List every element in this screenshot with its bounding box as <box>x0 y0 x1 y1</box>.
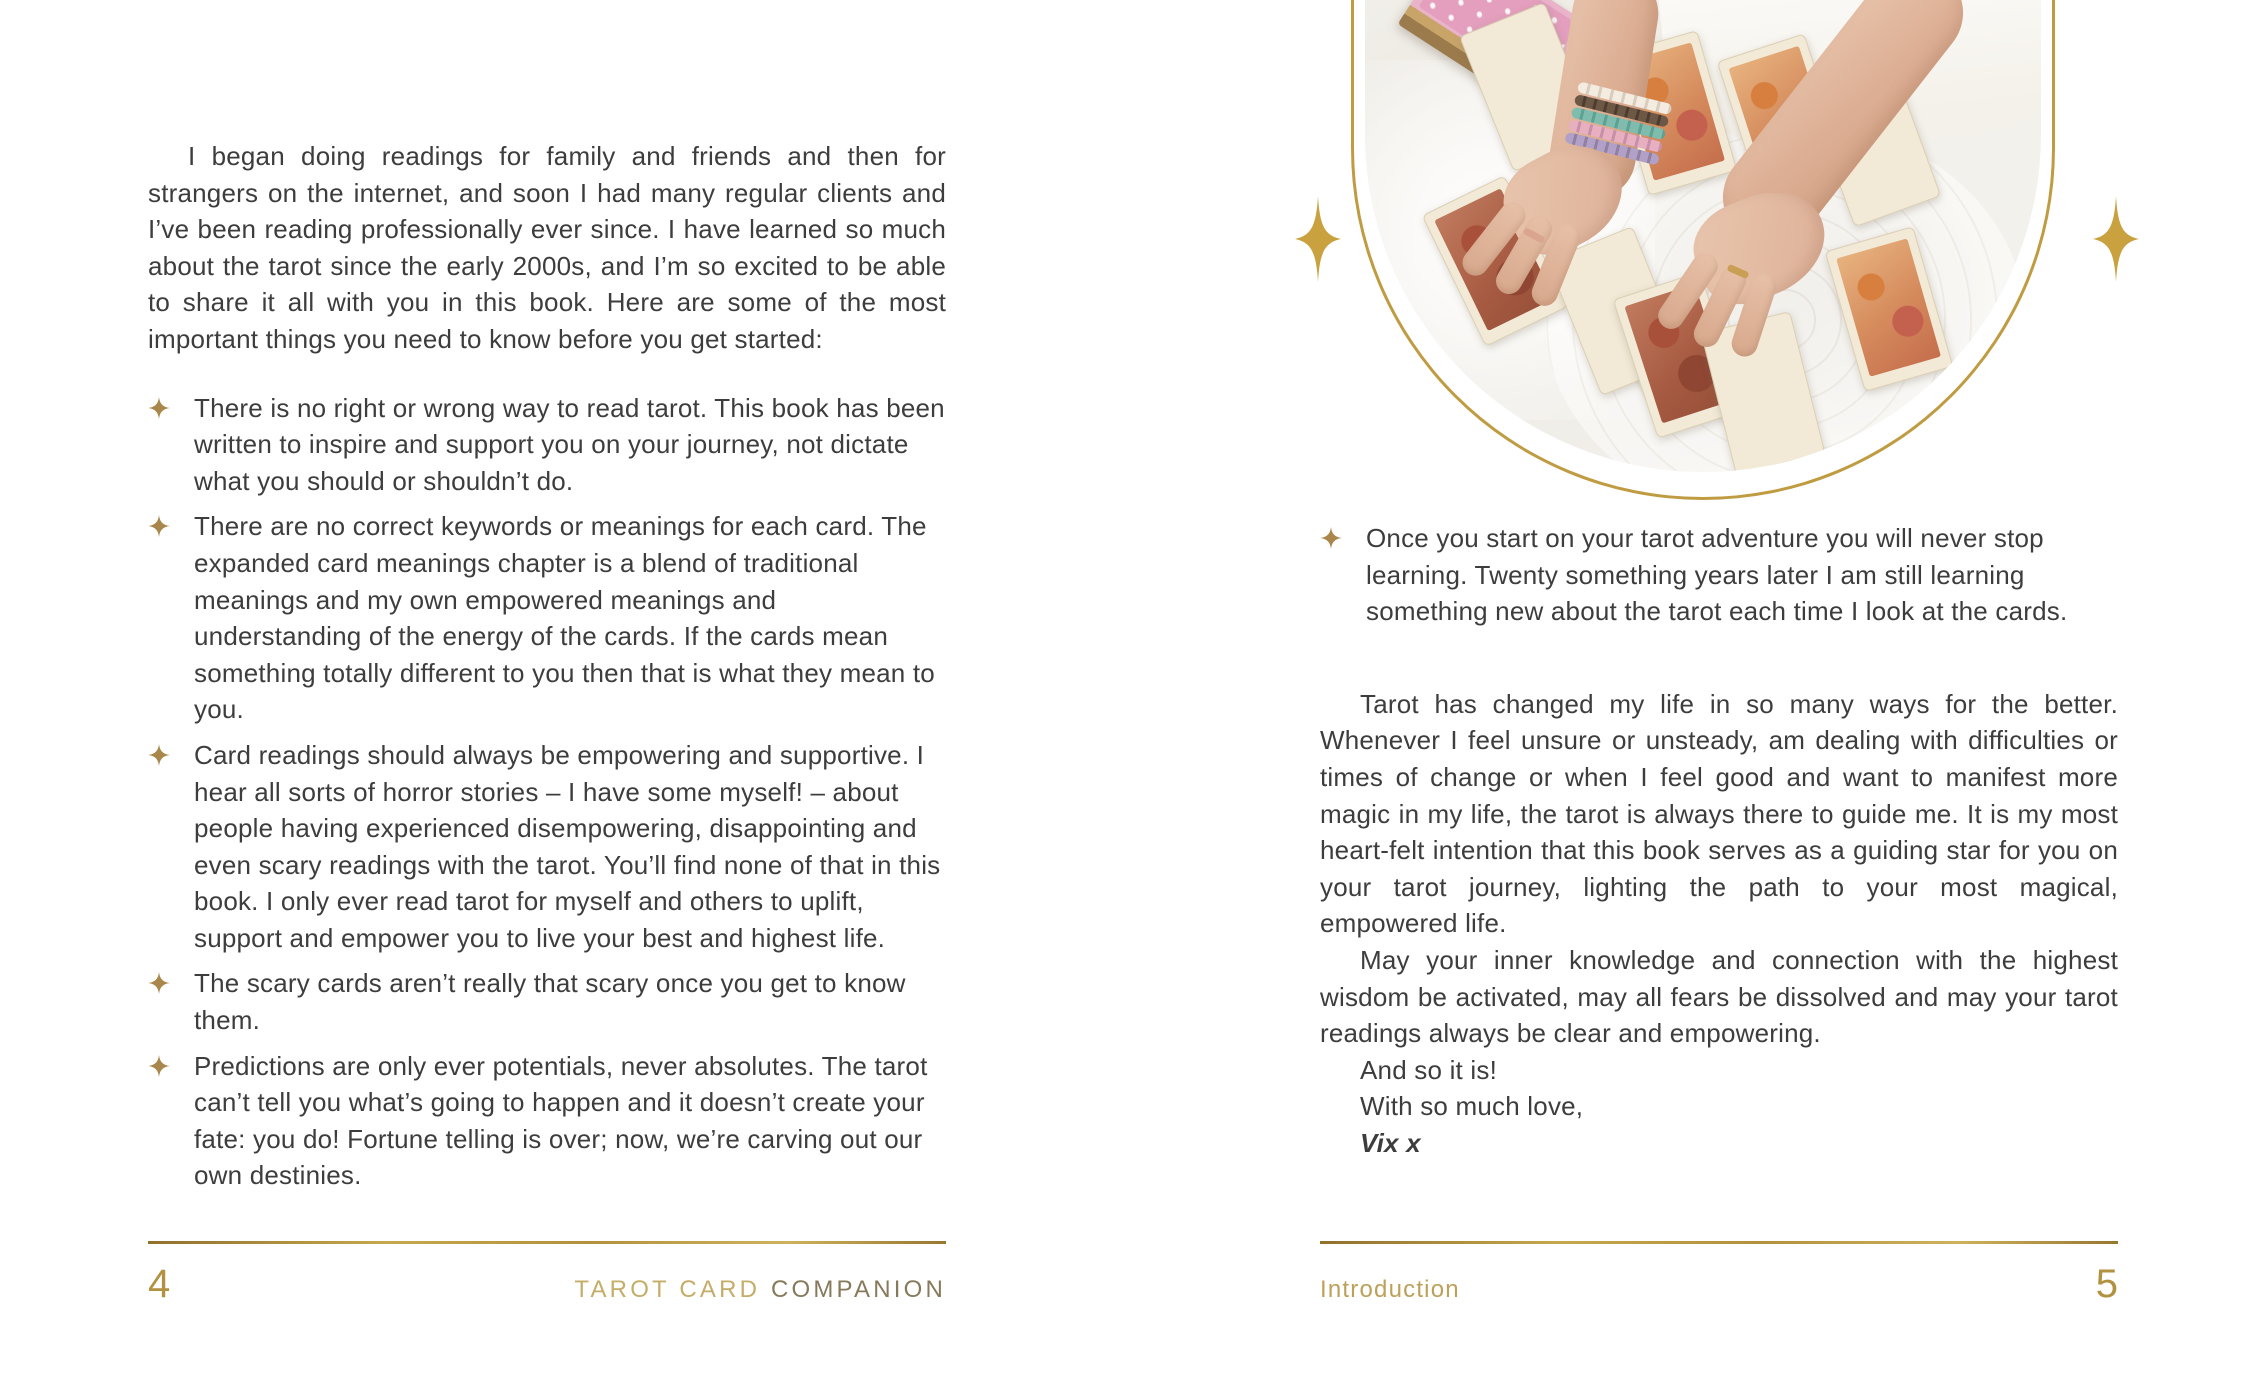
book-title-primary: TAROT CARD <box>574 1276 761 1303</box>
list-item-text: There is no right or wrong way to read tarot. This book has been written to inspire and support you on your journey, not dictate what you should or shouldn’t do. <box>194 392 945 496</box>
tarot-reading-photo <box>1365 0 2041 472</box>
intro-paragraph: I began doing readings for family and friends and then for strangers on the internet, and soon I had many regular clients and I’ve been reading professionally ever since. I have learned so much about the tarot since the early 2000s, and I’m so excited to be able to share it all with you in this book. Here are some of the most important things you need to know before you get started: <box>148 141 946 354</box>
closing-line: And so it is! <box>1360 1054 1497 1085</box>
list-item-text: Predictions are only ever potentials, never absolutes. The tarot can’t tell you what’s going to happen and it doesn’t create your fate: you do! Fortune telling is over; now, we’re carving out our own destinies. <box>194 1050 928 1191</box>
list-item <box>148 1048 946 1194</box>
left-text-column <box>148 138 946 1194</box>
sparkle-bullet-icon <box>148 737 194 766</box>
list-item-text: Card readings should always be empowering and supportive. I hear all sorts of horror stories – I have some myself! – about people having experienced disempowering, disappointing and even scary readings with the tarot. You’ll find none of that in this book. I only ever read tarot for myself and others to uplift, support and empower you to live your best and highest life. <box>194 739 941 953</box>
list-item-text: Once you start on your tarot adventure you will never stop learning. Twenty something years later I am still learning something new about the tarot each time I look at the cards. <box>1366 523 2068 627</box>
page-number: 4 <box>148 1262 171 1306</box>
footer-rule <box>148 1241 946 1244</box>
body-paragraph: Tarot has changed my life in so many ways for the better. Whenever I feel unsure or unsteady, am dealing with difficulties or times of change or when I feel good and want to manifest more magic in my life, the tarot is always there to guide me. It is my most heart-felt intention that this book serves as a guiding star for you on your tarot journey, lighting the path to your most magical, empowered life. <box>1320 688 2118 939</box>
page-right <box>1133 0 2266 1399</box>
sparkle-bullet-icon <box>148 1048 194 1077</box>
sparkle-decor-icon <box>2093 196 2139 282</box>
list-item <box>1320 520 2118 630</box>
book-title <box>574 1276 946 1304</box>
list-item-text: The scary cards aren’t really that scary once you get to know them. <box>194 968 906 1036</box>
book-title-secondary: COMPANION <box>770 1276 946 1303</box>
bullet-list <box>148 390 946 1194</box>
sparkle-bullet-icon <box>148 965 194 994</box>
footer-rule <box>1320 1241 2118 1244</box>
sparkle-bullet-icon <box>148 390 194 419</box>
sparkle-decor-icon <box>1295 196 1341 282</box>
list-item-text: There are no correct keywords or meanings for each card. The expanded card meanings chapter is a blend of traditional meanings and my own empowered meanings and understanding of the energy of the cards. If the cards mean something totally different to you then that is what they mean to you. <box>194 511 935 725</box>
list-item <box>148 390 946 500</box>
sparkle-bullet-icon <box>1320 520 1366 549</box>
left-page-footer <box>148 1241 946 1307</box>
right-page-footer <box>1320 1241 2118 1307</box>
page-number: 5 <box>2095 1262 2118 1306</box>
list-item <box>148 737 946 957</box>
author-signature: Vix x <box>1360 1127 1421 1158</box>
closing-line: With so much love, <box>1360 1091 1584 1122</box>
list-item <box>148 508 946 728</box>
list-item <box>148 965 946 1038</box>
sparkle-bullet-icon <box>148 508 194 537</box>
right-text-column <box>1320 520 2118 1162</box>
section-name: Introduction <box>1320 1276 1460 1303</box>
body-paragraph: May your inner knowledge and connection with the highest wisdom be activated, may all fears be dissolved and may your tarot readings always be clear and empowering. <box>1320 944 2118 1049</box>
